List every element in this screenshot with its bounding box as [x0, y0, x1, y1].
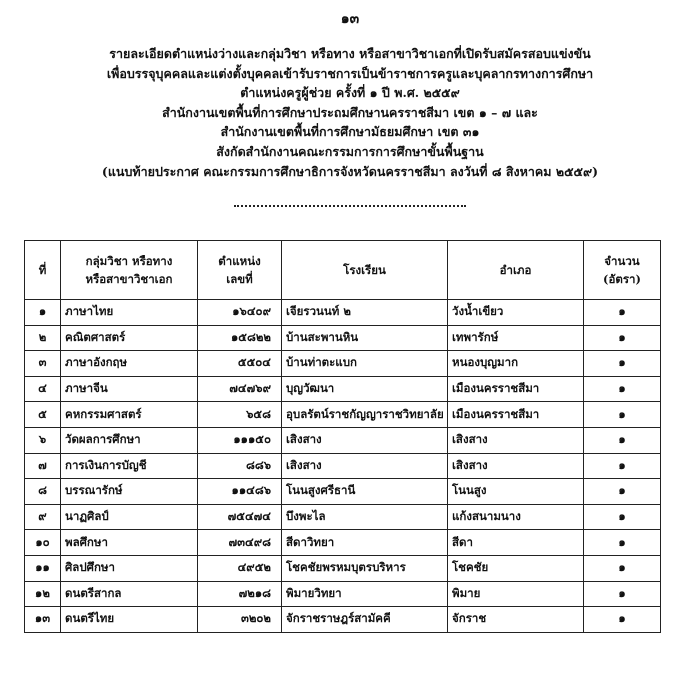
cell-district: พิมาย — [448, 581, 584, 607]
heading-line-6: สังกัดสำนักงานคณะกรรมการการศึกษาขั้นพื้นฐาน — [216, 143, 484, 159]
cell-position-number: ๕๕๐๔ — [198, 351, 282, 377]
cell-position-number: ๖๕๘ — [198, 402, 282, 428]
cell-subject: คณิตศาสตร์ — [61, 325, 198, 351]
cell-count: ๑ — [584, 555, 661, 581]
cell-no: ๑๓ — [25, 607, 61, 633]
header-no: ที่ — [25, 241, 61, 300]
cell-no: ๙ — [25, 504, 61, 530]
table-row — [25, 351, 661, 377]
heading-line-1: รายละเอียดตำแหน่งว่างและกลุ่มวิชา หรือทาง หรือสาขาวิชาเอกที่เปิดรับสมัครสอบแข่งขัน — [109, 46, 591, 61]
cell-school: บ้านสะพานหิน — [282, 325, 448, 351]
cell-position-number: ๗๔๗๖๙ — [198, 376, 282, 402]
cell-no: ๘ — [25, 479, 61, 505]
cell-no: ๓ — [25, 351, 61, 377]
header-position-number: ตำแหน่ง เลขที่ — [198, 241, 282, 300]
cell-count: ๑ — [584, 427, 661, 453]
cell-subject: ดนตรีไทย — [61, 607, 198, 633]
cell-count: ๑ — [584, 530, 661, 556]
heading-line-2: เพื่อบรรจุบุคคลและแต่งตั้งบุคคลเข้ารับราชการเป็นข้าราชการครูและบุคลากรทางการศึกษา — [106, 65, 594, 81]
cell-school: จักราชราษฎร์สามัคคี — [282, 607, 448, 633]
table-header-row — [25, 241, 661, 300]
cell-school: อุบลรัตน์ราชกัญญาราชวิทยาลัย — [282, 402, 448, 428]
cell-count: ๑ — [584, 351, 661, 377]
table-body — [25, 300, 661, 633]
cell-subject: วัดผลการศึกษา — [61, 427, 198, 453]
cell-subject: คหกรรมศาสตร์ — [61, 402, 198, 428]
cell-position-number: ๘๘๖ — [198, 453, 282, 479]
table-row — [25, 325, 661, 351]
table-row — [25, 453, 661, 479]
page-number: ๑๓ — [340, 11, 360, 27]
cell-position-number: ๗๒๑๘ — [198, 581, 282, 607]
cell-subject: การเงินการบัญชี — [61, 453, 198, 479]
table-row — [25, 300, 661, 326]
header-district: อำเภอ — [448, 241, 584, 300]
cell-district: เสิงสาง — [448, 453, 584, 479]
cell-school: เสิงสาง — [282, 453, 448, 479]
cell-school: บึงพะไล — [282, 504, 448, 530]
dotted-divider — [234, 205, 466, 207]
cell-district: วังน้ำเขียว — [448, 300, 584, 326]
table-row — [25, 427, 661, 453]
cell-school: โนนสูงศรีธานี — [282, 479, 448, 505]
cell-no: ๗ — [25, 453, 61, 479]
header-count: จำนวน (อัตรา) — [584, 241, 661, 300]
table-row — [25, 479, 661, 505]
table-row — [25, 504, 661, 530]
table-row — [25, 581, 661, 607]
cell-no: ๖ — [25, 427, 61, 453]
cell-count: ๑ — [584, 504, 661, 530]
cell-no: ๑๐ — [25, 530, 61, 556]
cell-district: สีดา — [448, 530, 584, 556]
heading-line-4: สำนักงานเขตพื้นที่การศึกษาประถมศึกษานครราชสีมา เขต ๑ – ๗ และ — [162, 104, 538, 120]
cell-school: บุญวัฒนา — [282, 376, 448, 402]
cell-count: ๑ — [584, 376, 661, 402]
vacancy-table — [24, 240, 661, 633]
cell-position-number: ๑๑๔๘๖ — [198, 479, 282, 505]
table-row — [25, 376, 661, 402]
cell-district: แก้งสนามนาง — [448, 504, 584, 530]
cell-district: โนนสูง — [448, 479, 584, 505]
cell-subject: บรรณารักษ์ — [61, 479, 198, 505]
heading-line-3: ตำแหน่งครูผู้ช่วย ครั้งที่ ๑ ปี พ.ศ. ๒๕๕๙ — [240, 85, 460, 101]
cell-district: หนองบุญมาก — [448, 351, 584, 377]
cell-count: ๑ — [584, 300, 661, 326]
cell-district: โชคชัย — [448, 555, 584, 581]
cell-district: เสิงสาง — [448, 427, 584, 453]
cell-no: ๑ — [25, 300, 61, 326]
cell-position-number: ๗๓๔๙๘ — [198, 530, 282, 556]
cell-district: จักราช — [448, 607, 584, 633]
cell-subject: พลศึกษา — [61, 530, 198, 556]
table-row — [25, 530, 661, 556]
cell-position-number: ๑๖๔๐๙ — [198, 300, 282, 326]
table-row — [25, 607, 661, 633]
table-row — [25, 402, 661, 428]
cell-position-number: ๑๕๘๒๒ — [198, 325, 282, 351]
cell-position-number: ๔๙๕๒ — [198, 555, 282, 581]
cell-subject: ศิลปศึกษา — [61, 555, 198, 581]
cell-position-number: ๓๒๐๒ — [198, 607, 282, 633]
cell-school: พิมายวิทยา — [282, 581, 448, 607]
cell-district: เมืองนครราชสีมา — [448, 376, 584, 402]
cell-no: ๕ — [25, 402, 61, 428]
cell-no: ๑๒ — [25, 581, 61, 607]
cell-school: บ้านท่าตะแบก — [282, 351, 448, 377]
cell-subject: ภาษาไทย — [61, 300, 198, 326]
cell-district: เมืองนครราชสีมา — [448, 402, 584, 428]
heading-line-5: สำนักงานเขตพื้นที่การศึกษามัธยมศึกษา เขต ๓๑ — [220, 124, 480, 140]
cell-school: เสิงสาง — [282, 427, 448, 453]
cell-no: ๒ — [25, 325, 61, 351]
cell-count: ๑ — [584, 453, 661, 479]
cell-count: ๑ — [584, 581, 661, 607]
heading-line-7: (แนบท้ายประกาศ คณะกรรมการศึกษาธิการจังหวัดนครราชสีมา ลงวันที่ ๘ สิงหาคม ๒๕๕๙) — [101, 163, 599, 179]
cell-school: สีดาวิทยา — [282, 530, 448, 556]
cell-subject: ดนตรีสากล — [61, 581, 198, 607]
cell-count: ๑ — [584, 607, 661, 633]
table-row — [25, 555, 661, 581]
cell-no: ๑๑ — [25, 555, 61, 581]
cell-position-number: ๗๕๔๗๔ — [198, 504, 282, 530]
cell-subject: ภาษาอังกฤษ — [61, 351, 198, 377]
cell-count: ๑ — [584, 479, 661, 505]
announcement-heading — [20, 44, 680, 181]
cell-position-number: ๑๑๑๕๐ — [198, 427, 282, 453]
cell-count: ๑ — [584, 325, 661, 351]
cell-no: ๔ — [25, 376, 61, 402]
cell-count: ๑ — [584, 402, 661, 428]
header-subject: กลุ่มวิชา หรือทาง หรือสาขาวิชาเอก — [61, 241, 198, 300]
cell-subject: ภาษาจีน — [61, 376, 198, 402]
cell-school: เจียรวนนท์ ๒ — [282, 300, 448, 326]
cell-school: โชคชัยพรหมบุตรบริหาร — [282, 555, 448, 581]
cell-district: เทพารักษ์ — [448, 325, 584, 351]
header-school: โรงเรียน — [282, 241, 448, 300]
cell-subject: นาฏศิลป์ — [61, 504, 198, 530]
